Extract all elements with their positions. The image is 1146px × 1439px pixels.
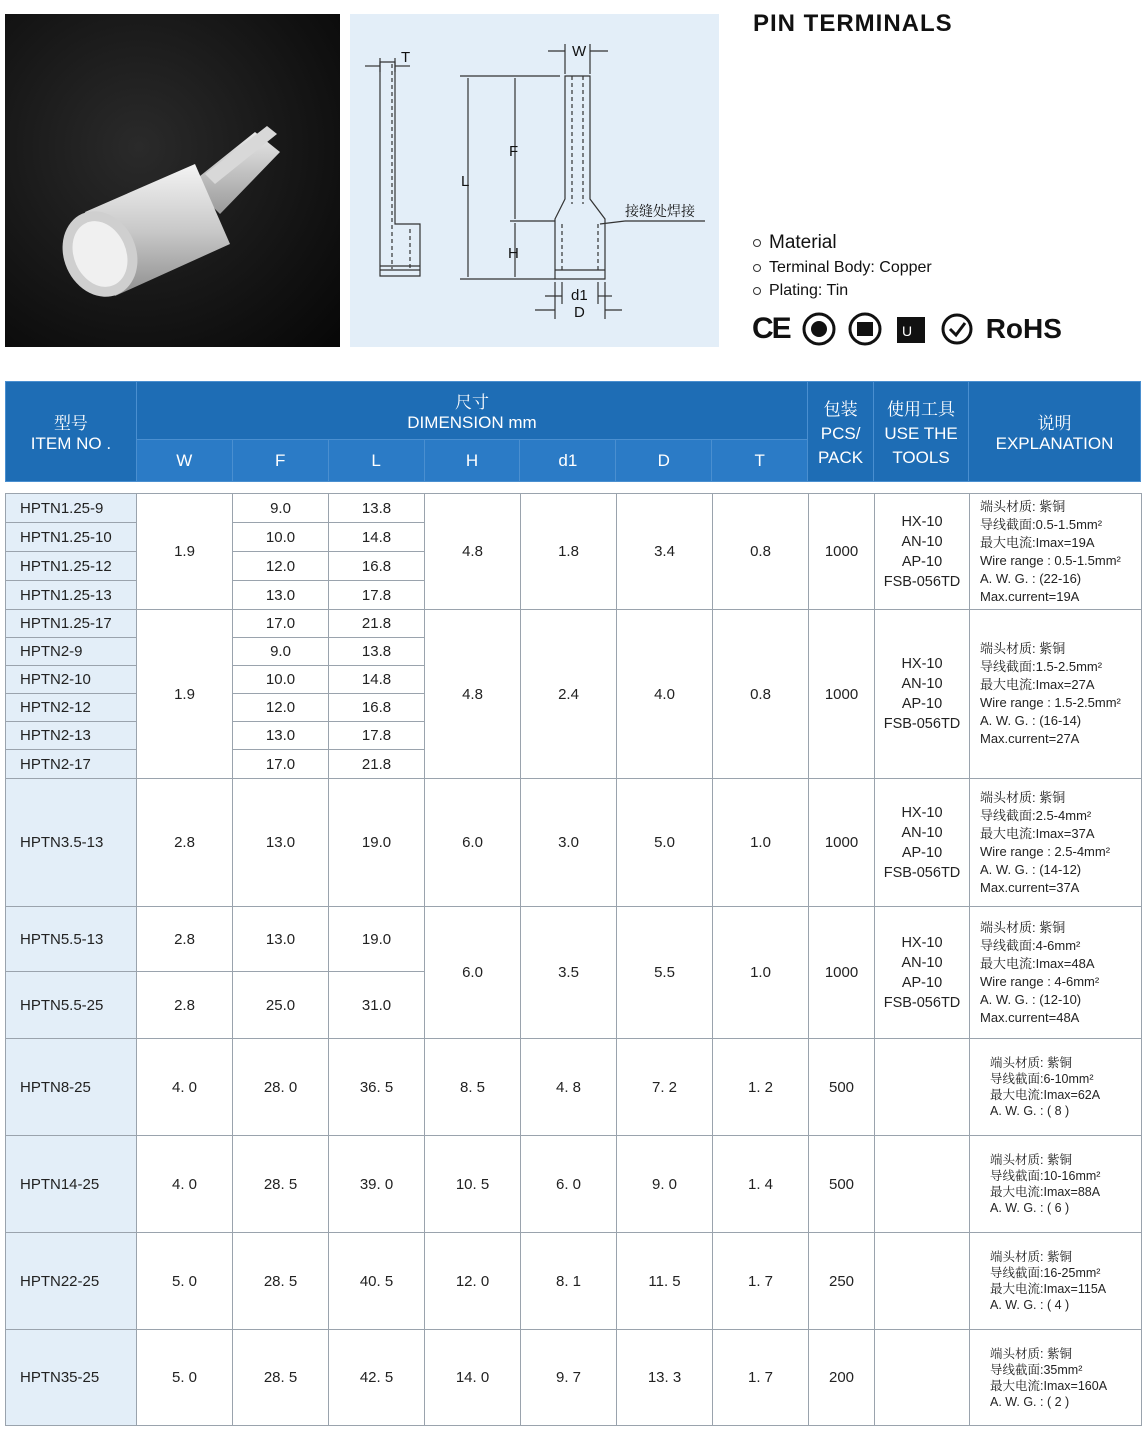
- header-item: 型号 ITEM NO .: [6, 382, 137, 482]
- cell-explanation-line: A. W. G. : ( 8 ): [990, 1104, 1070, 1118]
- cell-d: 7. 2: [617, 1039, 713, 1136]
- cell-pack: 200: [809, 1330, 875, 1426]
- cell-explanation-line: 导线截面:6-10mm²: [990, 1072, 1094, 1086]
- cell-explanation-line: 最大电流:Imax=115A: [990, 1282, 1107, 1296]
- cell-l: 19.0: [329, 907, 425, 972]
- cell-d: 5.0: [617, 779, 713, 907]
- cell-d1: 8. 1: [521, 1233, 617, 1330]
- col-d: D: [616, 440, 712, 482]
- cell-l: 16.8: [329, 694, 425, 722]
- cell-d1: 1.8: [521, 494, 617, 610]
- cell-explanation-line: 端头材质: 紫铜: [990, 1056, 1072, 1070]
- cell-l: 16.8: [329, 552, 425, 581]
- cell-f: 28. 5: [233, 1330, 329, 1426]
- cell-w: 1.9: [137, 610, 233, 779]
- cell-w: 5. 0: [137, 1330, 233, 1426]
- header-pack: 包装 PCS/ PACK: [808, 382, 874, 482]
- cell-explanation-line: Wire range : 1.5-2.5mm²: [980, 695, 1121, 710]
- cell-l: 42. 5: [329, 1330, 425, 1426]
- cell-explanation-line: A. W. G. : ( 2 ): [990, 1394, 1070, 1409]
- cell-tools-line: AP-10: [901, 974, 943, 991]
- cell-tools-line: HX-10: [901, 934, 943, 951]
- cell-explanation-line: Wire range : 4-6mm²: [980, 973, 1100, 989]
- cell-explanation-line: 导线截面:1.5-2.5mm²: [980, 659, 1103, 674]
- material-heading: Material: [753, 230, 932, 256]
- bullet-icon: [753, 239, 761, 247]
- col-h: H: [424, 440, 520, 482]
- cell-l: 40. 5: [329, 1233, 425, 1330]
- dim-label-h: H: [508, 245, 519, 262]
- cell-l: 39. 0: [329, 1136, 425, 1233]
- cell-l: 13.8: [329, 494, 425, 523]
- cell-tools-line: FSB-056TD: [883, 994, 961, 1011]
- dimension-diagram: [350, 14, 719, 347]
- ccc-cert-icon: [802, 312, 836, 346]
- cell-h: 12. 0: [425, 1233, 521, 1330]
- col-w: W: [136, 440, 232, 482]
- item-number: HPTN5.5-25: [6, 972, 137, 1039]
- cell-h: 4.8: [425, 494, 521, 610]
- cell-f: 28. 0: [233, 1039, 329, 1136]
- cell-tools-line: AN-10: [901, 533, 943, 550]
- cell-h: 8. 5: [425, 1039, 521, 1136]
- table-row: [6, 610, 1142, 638]
- item-number: HPTN14-25: [6, 1136, 137, 1233]
- dim-label-l: L: [461, 173, 470, 190]
- cell-t: 1. 7: [713, 1233, 809, 1330]
- rohs-mark: RoHS: [985, 313, 1062, 344]
- cell-tools: [875, 907, 970, 1039]
- cell-h: 6.0: [425, 779, 521, 907]
- cell-explanation-line: A. W. G. : (16-14): [980, 713, 1082, 728]
- cell-f: 9.0: [233, 638, 329, 666]
- cell-tools-line: HX-10: [901, 804, 943, 821]
- cell-tools: [875, 610, 970, 779]
- dim-label-f: F: [509, 143, 519, 160]
- cell-tools: [875, 494, 970, 610]
- cell-pack: 1000: [809, 907, 875, 1039]
- cell-l: 19.0: [329, 779, 425, 907]
- table-row: [6, 1330, 1142, 1426]
- item-number: HPTN1.25-13: [6, 581, 137, 610]
- cell-explanation-line: A. W. G. : ( 4 ): [990, 1298, 1070, 1312]
- cell-h: 10. 5: [425, 1136, 521, 1233]
- table-row: [6, 1233, 1142, 1330]
- cell-explanation: [970, 907, 1142, 1039]
- item-number: HPTN2-10: [6, 666, 137, 694]
- cell-f: 28. 5: [233, 1233, 329, 1330]
- cell-tools-line: AP-10: [901, 553, 943, 570]
- cell-f: 13.0: [233, 779, 329, 907]
- col-l: L: [328, 440, 424, 482]
- cell-pack: 1000: [809, 779, 875, 907]
- svg-text:U: U: [901, 323, 912, 339]
- cell-explanation-line: 最大电流:Imax=48A: [980, 955, 1095, 971]
- cell-explanation-line: A. W. G. : (14-12): [980, 861, 1082, 877]
- item-number: HPTN22-25: [6, 1233, 137, 1330]
- cell-explanation: [970, 1136, 1142, 1233]
- sgs-cert-icon: [940, 312, 974, 346]
- cell-l: 36. 5: [329, 1039, 425, 1136]
- cell-explanation-line: Max.current=48A: [980, 1009, 1080, 1025]
- cell-d: 11. 5: [617, 1233, 713, 1330]
- cell-w: 5. 0: [137, 1233, 233, 1330]
- cell-explanation-line: 导线截面:16-25mm²: [990, 1266, 1101, 1280]
- cell-f: 10.0: [233, 523, 329, 552]
- pin-terminal-image: [5, 14, 340, 347]
- cell-f: 10.0: [233, 666, 329, 694]
- cell-explanation-line: 端头材质: 紫铜: [990, 1250, 1072, 1264]
- item-number: HPTN1.25-12: [6, 552, 137, 581]
- cell-d: 5.5: [617, 907, 713, 1039]
- bullet-icon: [753, 287, 761, 295]
- cell-w: 2.8: [137, 779, 233, 907]
- cell-tools: [875, 1330, 970, 1426]
- cell-d1: 3.0: [521, 779, 617, 907]
- dim-label-t: T: [401, 49, 411, 66]
- cell-tools-line: FSB-056TD: [883, 716, 961, 732]
- material-plating: Plating: Tin: [753, 279, 932, 302]
- cell-l: 31.0: [329, 972, 425, 1039]
- cell-w: 4. 0: [137, 1136, 233, 1233]
- item-number: HPTN2-17: [6, 750, 137, 779]
- cell-d1: 2.4: [521, 610, 617, 779]
- cell-explanation: [970, 1330, 1142, 1426]
- dim-label-d1: d1: [571, 287, 588, 304]
- cell-explanation-line: Max.current=19A: [980, 588, 1080, 604]
- cell-explanation-line: 端头材质: 紫铜: [980, 498, 1066, 514]
- item-number: HPTN8-25: [6, 1039, 137, 1136]
- cell-explanation-line: 端头材质: 紫铜: [990, 1153, 1072, 1167]
- cell-t: 1.0: [713, 779, 809, 907]
- col-t: T: [712, 440, 808, 482]
- ul-cert-icon: [894, 312, 928, 346]
- cell-tools-line: HX-10: [901, 656, 943, 672]
- table-row: [6, 494, 1142, 523]
- cell-explanation: [970, 494, 1142, 610]
- cell-explanation-line: 端头材质: 紫铜: [980, 789, 1066, 805]
- cell-tools: [875, 1136, 970, 1233]
- cell-explanation-line: 最大电流:Imax=62A: [990, 1088, 1101, 1102]
- cell-tools-line: AN-10: [901, 824, 943, 841]
- cell-h: 6.0: [425, 907, 521, 1039]
- cell-pack: 250: [809, 1233, 875, 1330]
- cell-explanation-line: 端头材质: 紫铜: [980, 919, 1066, 935]
- cell-explanation-line: Max.current=27A: [980, 731, 1080, 746]
- cell-explanation-line: 最大电流:Imax=19A: [980, 534, 1095, 550]
- item-number: HPTN3.5-13: [6, 779, 137, 907]
- cell-explanation-line: 最大电流:Imax=37A: [980, 825, 1095, 841]
- dim-label-w: W: [572, 43, 587, 60]
- cell-f: 17.0: [233, 750, 329, 779]
- col-f: F: [232, 440, 328, 482]
- bullet-icon: [753, 264, 761, 272]
- cell-t: 0.8: [713, 610, 809, 779]
- cell-tools-line: HX-10: [901, 513, 943, 530]
- cell-explanation-line: A. W. G. : ( 6 ): [990, 1201, 1070, 1215]
- col-d1: d1: [520, 440, 616, 482]
- cell-explanation-line: Max.current=37A: [980, 879, 1080, 895]
- cqc-cert-icon: [848, 312, 882, 346]
- item-number: HPTN2-12: [6, 694, 137, 722]
- cell-f: 13.0: [233, 581, 329, 610]
- spec-table-body: [5, 493, 1142, 1426]
- cell-explanation-line: 导线截面:2.5-4mm²: [980, 807, 1092, 823]
- item-number: HPTN35-25: [6, 1330, 137, 1426]
- cell-explanation: [970, 1233, 1142, 1330]
- cell-explanation-line: 最大电流:Imax=27A: [980, 677, 1095, 692]
- cell-explanation-line: 端头材质: 紫铜: [980, 641, 1066, 656]
- material-list: [753, 230, 932, 302]
- cell-d: 9. 0: [617, 1136, 713, 1233]
- ce-mark-icon: CE: [752, 312, 790, 345]
- cell-t: 1. 4: [713, 1136, 809, 1233]
- cell-w: 2.8: [137, 972, 233, 1039]
- cell-explanation: [970, 1039, 1142, 1136]
- header-dimension: 尺寸 DIMENSION mm: [136, 382, 807, 440]
- cell-explanation-line: Wire range : 2.5-4mm²: [980, 843, 1111, 859]
- cell-f: 12.0: [233, 694, 329, 722]
- cell-explanation-line: Wire range : 0.5-1.5mm²: [980, 552, 1121, 568]
- cell-d1: 4. 8: [521, 1039, 617, 1136]
- dim-label-d: D: [574, 304, 585, 321]
- cell-d1: 9. 7: [521, 1330, 617, 1426]
- cell-tools-line: AN-10: [901, 676, 943, 692]
- spec-table-header: [5, 381, 1141, 482]
- cell-l: 13.8: [329, 638, 425, 666]
- header-tools: 使用工具 USE THE TOOLS: [874, 382, 969, 482]
- page-title: PIN TERMINALS: [753, 10, 953, 37]
- cell-d: 13. 3: [617, 1330, 713, 1426]
- cell-w: 4. 0: [137, 1039, 233, 1136]
- table-row: [6, 1039, 1142, 1136]
- cell-explanation-line: 导线截面:35mm²: [990, 1362, 1083, 1377]
- cell-d1: 6. 0: [521, 1136, 617, 1233]
- cell-explanation: [970, 610, 1142, 779]
- cell-explanation: [970, 779, 1142, 907]
- cell-f: 28. 5: [233, 1136, 329, 1233]
- cell-tools: [875, 779, 970, 907]
- header-explanation: 说明 EXPLANATION: [969, 382, 1141, 482]
- cell-h: 4.8: [425, 610, 521, 779]
- table-row: [6, 1136, 1142, 1233]
- cell-l: 21.8: [329, 610, 425, 638]
- cell-tools-line: FSB-056TD: [883, 573, 961, 590]
- cell-f: 17.0: [233, 610, 329, 638]
- cell-w: 1.9: [137, 494, 233, 610]
- cell-explanation-line: A. W. G. : (12-10): [980, 991, 1082, 1007]
- cell-l: 17.8: [329, 722, 425, 750]
- cell-l: 14.8: [329, 666, 425, 694]
- cell-pack: 1000: [809, 610, 875, 779]
- item-number: HPTN1.25-17: [6, 610, 137, 638]
- cell-tools-line: AN-10: [901, 954, 943, 971]
- cell-t: 1.0: [713, 907, 809, 1039]
- weld-note: 接缝处焊接: [625, 203, 695, 219]
- material-body: Terminal Body: Copper: [753, 256, 932, 279]
- cell-explanation-line: 端头材质: 紫铜: [990, 1346, 1072, 1361]
- cell-tools-line: AP-10: [901, 696, 943, 712]
- cell-pack: 500: [809, 1039, 875, 1136]
- product-photo: [5, 14, 340, 347]
- cell-explanation-line: 最大电流:Imax=160A: [990, 1378, 1108, 1393]
- cell-explanation-line: 最大电流:Imax=88A: [990, 1185, 1101, 1199]
- cell-w: 2.8: [137, 907, 233, 972]
- item-number: HPTN2-13: [6, 722, 137, 750]
- cell-l: 21.8: [329, 750, 425, 779]
- certification-logos: [752, 312, 1062, 346]
- cell-t: 1. 7: [713, 1330, 809, 1426]
- cell-pack: 1000: [809, 494, 875, 610]
- cell-explanation-line: 导线截面:10-16mm²: [990, 1169, 1101, 1183]
- cell-h: 14. 0: [425, 1330, 521, 1426]
- cell-l: 17.8: [329, 581, 425, 610]
- table-row: [6, 907, 1142, 972]
- cell-f: 13.0: [233, 722, 329, 750]
- cell-d: 3.4: [617, 494, 713, 610]
- cell-explanation-line: 导线截面:0.5-1.5mm²: [980, 516, 1103, 532]
- cell-f: 12.0: [233, 552, 329, 581]
- item-number: HPTN1.25-9: [6, 494, 137, 523]
- cell-d: 4.0: [617, 610, 713, 779]
- cell-tools: [875, 1039, 970, 1136]
- cell-tools-line: AP-10: [901, 844, 943, 861]
- cell-tools-line: FSB-056TD: [883, 864, 961, 881]
- cell-t: 1. 2: [713, 1039, 809, 1136]
- cell-tools: [875, 1233, 970, 1330]
- cell-l: 14.8: [329, 523, 425, 552]
- cell-f: 9.0: [233, 494, 329, 523]
- cell-pack: 500: [809, 1136, 875, 1233]
- cell-explanation-line: A. W. G. : (22-16): [980, 570, 1082, 586]
- item-number: HPTN2-9: [6, 638, 137, 666]
- cell-f: 25.0: [233, 972, 329, 1039]
- cell-d1: 3.5: [521, 907, 617, 1039]
- cell-t: 0.8: [713, 494, 809, 610]
- cell-explanation-line: 导线截面:4-6mm²: [980, 937, 1081, 953]
- table-row: [6, 779, 1142, 907]
- cell-f: 13.0: [233, 907, 329, 972]
- item-number: HPTN5.5-13: [6, 907, 137, 972]
- item-number: HPTN1.25-10: [6, 523, 137, 552]
